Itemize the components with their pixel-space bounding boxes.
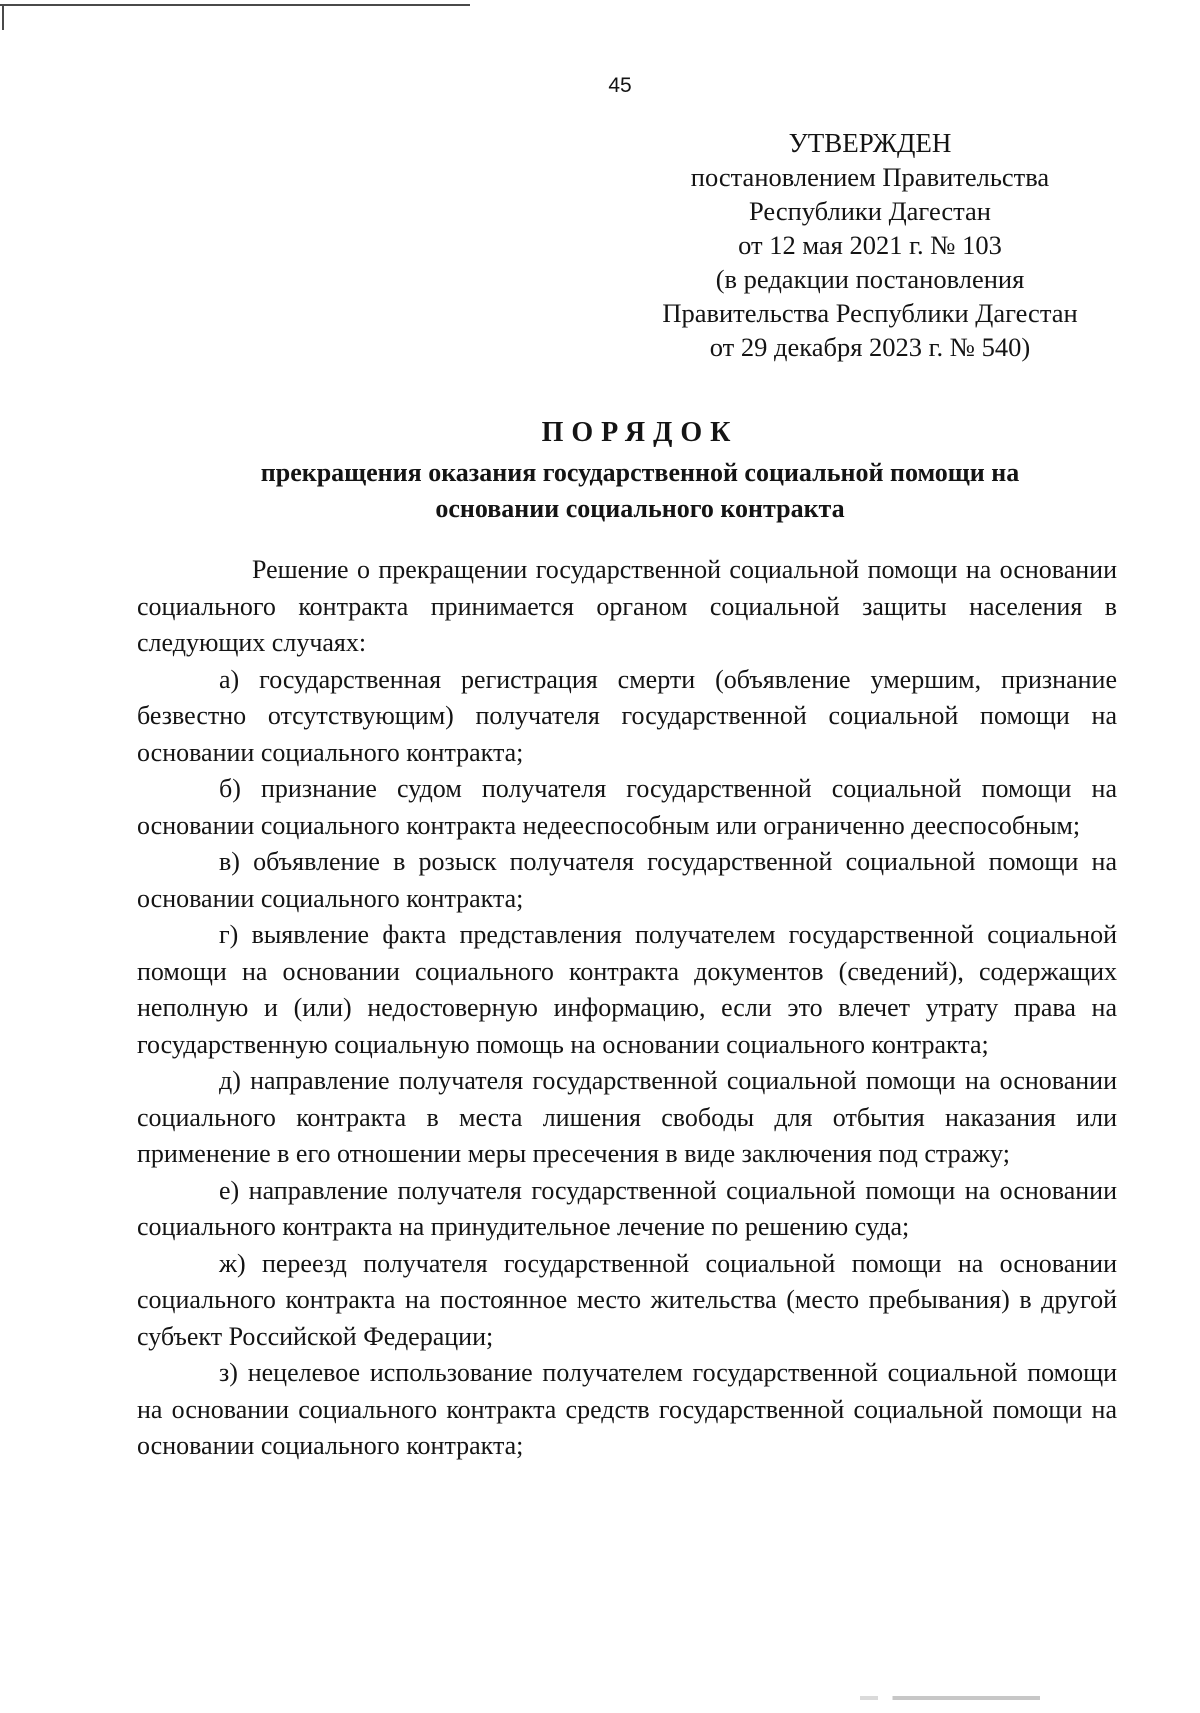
scan-border-tick	[2, 4, 4, 30]
approval-line: от 29 декабря 2023 г. № 540)	[709, 332, 1031, 362]
list-item: ж) переезд получателя государственной социальной помощи на основании социального контракта на постоянное место жительства (место пребывания) в другой субъект Российской Федерации;	[137, 1248, 1117, 1351]
scan-border-line	[0, 4, 470, 6]
subheading-line: прекращения оказания государственной социальной помощи на	[260, 458, 1020, 487]
document-body	[137, 552, 1117, 1465]
approval-title: УТВЕРЖДЕН	[788, 128, 952, 158]
approval-line: (в редакции постановления	[715, 264, 1025, 294]
intro-paragraph: Решение о прекращении государственной социальной помощи на основании социального контракта принимается органом социальной защиты населения в следующих случаях:	[137, 555, 1117, 657]
document-heading: ПОРЯДОК	[541, 417, 739, 448]
page-number: 45	[608, 74, 632, 97]
list-item: з) нецелевое использование получателем государственной социальной помощи на основании социального контракта средств государственной социальной помощи на основании социального контракта;	[137, 1358, 1117, 1460]
list-item: б) признание судом получателя государственной социальной помощи на основании социального контракта недееспособным или ограниченно дееспособным;	[137, 774, 1117, 840]
list-item: г) выявление факта представления получателем государственной социальной помощи на основании социального контракта документов (сведений), содержащих неполную и (или) недостоверную информацию, если это влечет утрату права на государственную социальную помощь на основании социального контракта;	[137, 920, 1117, 1059]
approval-line: Правительства Республики Дагестан	[662, 298, 1078, 328]
approval-line: Республики Дагестан	[749, 196, 991, 226]
subheading-line: основании социального контракта	[435, 494, 845, 523]
approval-stamp-block	[620, 126, 1120, 364]
list-item: е) направление получателя государственной социальной помощи на основании социального контракта на принудительное лечение по решению суда;	[137, 1175, 1117, 1241]
approval-line: постановлением Правительства	[690, 162, 1050, 192]
scan-artifact	[860, 1696, 1040, 1700]
document-subheading	[140, 455, 1140, 527]
list-item: д) направление получателя государственной социальной помощи на основании социального контракта в места лишения свободы для отбытия наказания или применение в его отношении меры пресечения в виде заключения под стражу;	[137, 1066, 1117, 1168]
list-item: а) государственная регистрация смерти (объявление умершим, признание безвестно отсутствующим) получателя государственной социальной помощи на основании социального контракта;	[137, 664, 1117, 767]
approval-line: от 12 мая 2021 г. № 103	[738, 230, 1002, 260]
list-item: в) объявление в розыск получателя государственной социальной помощи на основании социального контракта;	[137, 847, 1117, 913]
